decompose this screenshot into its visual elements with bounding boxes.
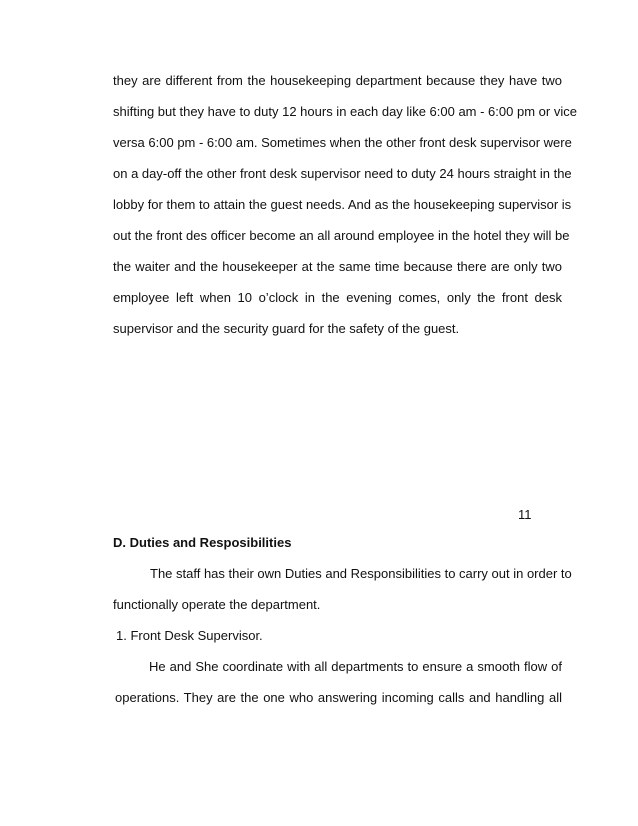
body-text-line: the waiter and the housekeeper at the same time because there are only two — [113, 259, 562, 274]
body-text-line: they are different from the housekeeping department because they have two — [113, 73, 562, 88]
body-text-line: shifting but they have to duty 12 hours in each day like 6:00 am - 6:00 pm or vice — [113, 104, 577, 119]
section-heading: D. Duties and Resposibilities — [113, 535, 292, 550]
body-text-line: versa 6:00 pm - 6:00 am. Sometimes when the other front desk supervisor were — [113, 135, 572, 150]
body-text-line: employee left when 10 o’clock in the evening comes, only the front desk — [113, 290, 562, 305]
body-text-line: out the front des officer become an all around employee in the hotel they will be — [113, 228, 570, 243]
body-text-line: functionally operate the department. — [113, 597, 321, 612]
body-text-line: operations. They are the one who answering incoming calls and handling all — [115, 690, 562, 705]
body-text-line: lobby for them to attain the guest needs. And as the housekeeping supervisor is — [113, 197, 572, 212]
body-text-line: He and She coordinate with all departments to ensure a smooth flow of — [149, 659, 562, 674]
page-number: 11 — [518, 507, 532, 522]
list-item: 1. Front Desk Supervisor. — [116, 628, 263, 643]
body-text-line: on a day-off the other front desk supervisor need to duty 24 hours straight in the — [113, 166, 572, 181]
body-text-line: supervisor and the security guard for the safety of the guest. — [113, 321, 460, 336]
body-text-line: The staff has their own Duties and Responsibilities to carry out in order to — [150, 566, 572, 581]
